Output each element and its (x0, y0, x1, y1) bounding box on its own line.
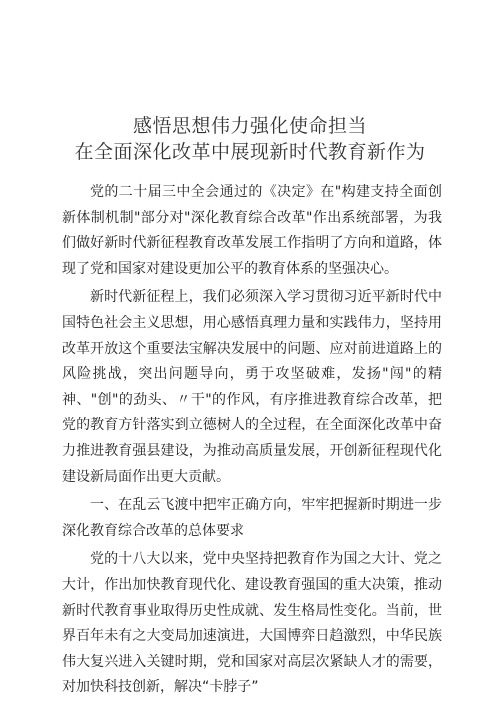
paragraph-3: 党的十八大以来，党中央坚持把教育作为国之大计、党之大计，作出加快教育现代化、建设教育强国的重大决策，推动新时代教育事业取得历史性成就、发生格局性变化。当前，世界百年未有之大变局加速演进，大国博弈日趋激烈，中华民族伟大复兴进入关键时期，党和国家对高层次紧缺人才的需要，对加快科技创新，解决“卡脖子” (62, 551, 442, 696)
document-title-line1: 感悟思想伟力强化使命担当 (132, 115, 367, 137)
document-body (62, 180, 442, 704)
section-heading-1: 一、在乱云飞渡中把牢正确方向，牢牢把握新时期进一步深化教育综合改革的总体要求 (62, 497, 442, 539)
paragraph-2: 新时代新征程上，我们必须深入学习贯彻习近平新时代中国特色社会主义思想，用心感悟真理力量和实践伟力，坚持用改革开放这个重要法宝解决发展中的问题、应对前进道路上的风险挑战，突出问题导向，勇于攻坚破难，发扬"闯"的精神、"创"的劲头、〃干"的作风，有序推进教育综合改革，把党的教育方针落实到立德树人的全过程，在全面深化改革中奋力推进教育强县建设，为推动高质量发展，开创新征程现代化建设新局面作出更大贡献。 (62, 289, 442, 485)
paragraph-1: 党的二十届三中全会通过的《决定》在"构建支持全面创新体制机制"部分对"深化教育综合改革"作出系统部署，为我们做好新时代新征程教育改革发展工作指明了方向和道路，体现了党和国家对建设更加公平的教育体系的坚强决心。 (62, 184, 442, 277)
document-title-line2: 在全面深化改革中展现新时代教育新作为 (74, 141, 426, 163)
